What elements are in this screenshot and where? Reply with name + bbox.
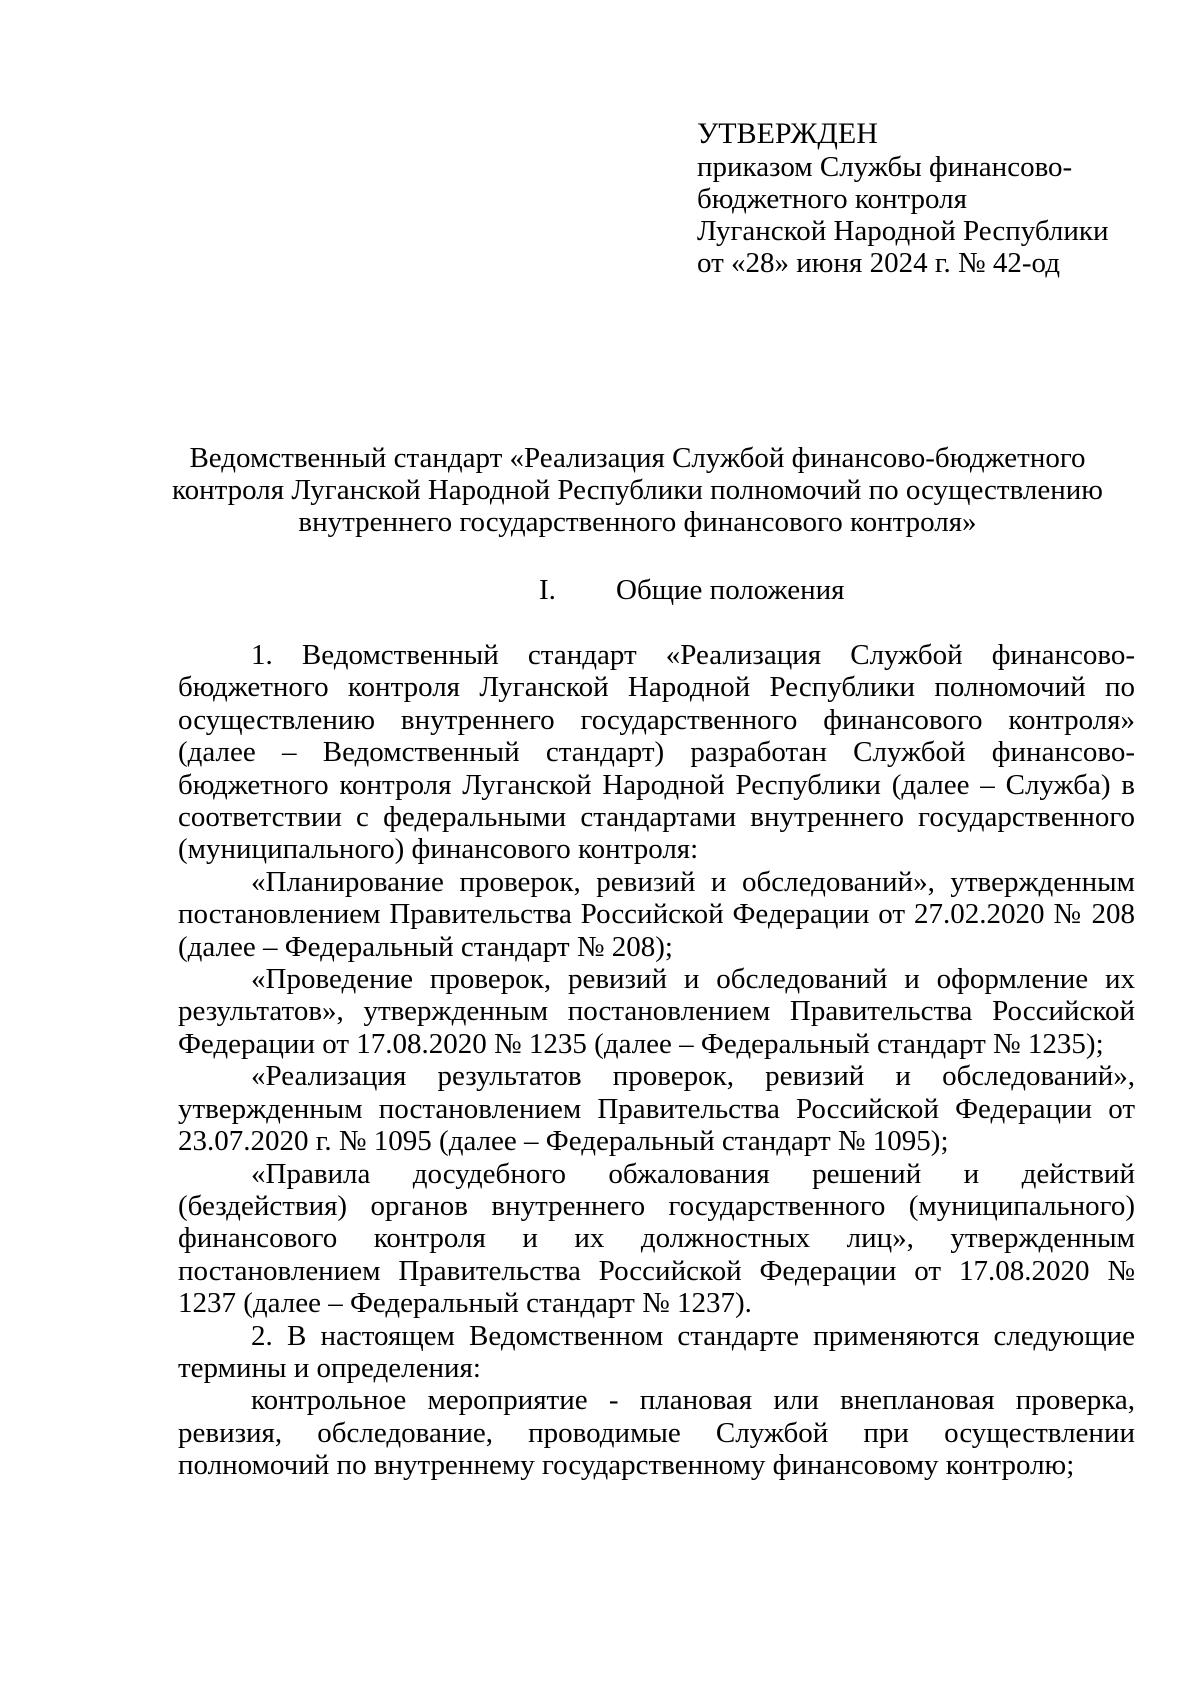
document-title-line: внутреннего государственного финансового контроля» [298, 506, 977, 538]
paragraph: «Правила досудебного обжалования решений и действий (бездействия) органов внутреннего государственного (муниципального) финансового контроля и их должностных лиц», утвержденным постановлением Правительства Российской Федерации от 17.08.2020 № 1237 (далее – Федеральный стандарт № 1237). [178, 1157, 1135, 1320]
approval-line: от «28» июня 2024 г. № 42-од [697, 247, 1060, 279]
document-title-line: контроля Луганской Народной Республики полномочий по осуществлению [172, 474, 1103, 506]
paragraph: 2. В настоящем Ведомственном стандарте применяются следующие термины и определения: [178, 1319, 1135, 1384]
paragraph: «Планирование проверок, ревизий и обследований», утвержденным постановлением Правительства Российской Федерации от 27.02.2020 № 208 (далее – Федеральный стандарт № 208); [178, 865, 1135, 963]
approval-heading: УТВЕРЖДЕН [697, 117, 878, 150]
paragraph: «Реализация результатов проверок, ревизий и обследований», утвержденным постановлением Правительства Российской Федерации от 23.07.2020 г. № 1095 (далее – Федеральный стандарт № 1095); [178, 1060, 1135, 1158]
approval-line: Луганской Народной Республики [697, 215, 1109, 247]
document-title [170, 442, 1105, 538]
paragraph: контрольное мероприятие - плановая или внеплановая проверка, ревизия, обследование, проводимые Службой при осуществлении полномочий по внутреннему государственному финансовому контролю; [178, 1384, 1135, 1482]
approval-line: бюджетного контроля [697, 183, 967, 215]
section-number: I. [539, 574, 556, 606]
document-body [178, 639, 1135, 1482]
approval-line: приказом Службы финансово- [697, 151, 1073, 183]
paragraph: «Проведение проверок, ревизий и обследований и оформление их результатов», утвержденным постановлением Правительства Российской Федерации от 17.08.2020 № 1235 (далее – Федеральный стандарт № 1235); [178, 963, 1135, 1060]
paragraph: 1. Ведомственный стандарт «Реализация Службой финансово-бюджетного контроля Луганской Народной Республики полномочий по осуществлению внутреннего государственного финансового контроля» (далее – Ведомственный стандарт) разработан Службой финансово-бюджетного контроля Луганской Народной Республики (далее – Служба) в соответствии с федеральными стандартами внутреннего государственного (муниципального) финансового контроля: [178, 639, 1135, 866]
section-title: Общие положения [616, 574, 845, 606]
approval-block [697, 118, 1109, 279]
document-title-line: Ведомственный стандарт «Реализация Службой финансово-бюджетного [189, 442, 1086, 474]
